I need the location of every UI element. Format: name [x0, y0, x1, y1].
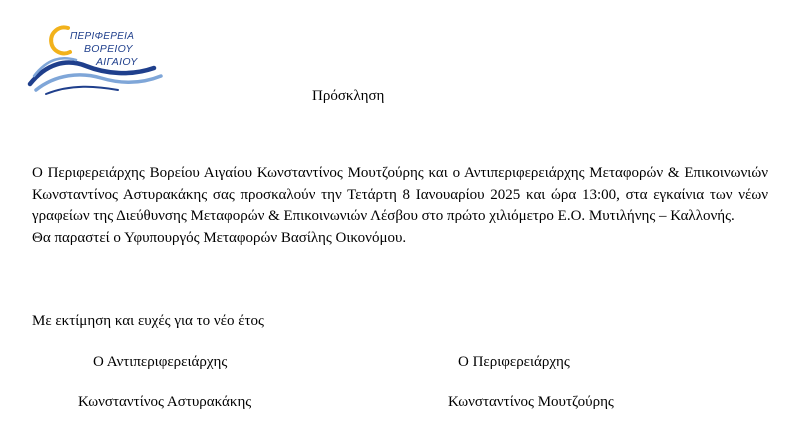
signature-right-name: Κωνσταντίνος Μουτζούρης	[448, 394, 614, 410]
region-logo	[26, 18, 176, 96]
signature-left-name: Κωνσταντίνος Αστυρακάκης	[78, 394, 252, 410]
invitation-paragraph: Ο Περιφερειάρχης Βορείου Αιγαίου Κωνσταντίνος Μουτζούρης και ο Αντιπεριφερειάρχης Μεταφορών & Επικοινωνιών Κωνσταντίνος Αστυρακάκης σας προσκαλούν την Τετάρτη 8 Ιανουαρίου 2025 και ώρα 13:00, στα εγκαίνια των νέων γραφείων της Διεύθυνσης Μεταφορών & Επικοινωνιών Λέσβου στο πρώτο χιλιόμετρο Ε.Ο. Μυτιλήνης – Καλλονής.	[32, 165, 768, 224]
invitation-body	[32, 163, 768, 249]
logo-text-line-2: ΒΟΡΕΙΟΥ	[84, 43, 133, 55]
minister-attendance-line: Θα παραστεί ο Υφυπουργός Μεταφορών Βασίλης Οικονόμου.	[32, 229, 407, 246]
signature-right-role: Ο Περιφερειάρχης	[458, 354, 570, 370]
closing-wishes: Με εκτίμηση και ευχές για το νέο έτος	[32, 313, 264, 329]
logo-text-line-3: ΑΙΓΑΙΟΥ	[96, 56, 138, 68]
signature-left-role: Ο Αντιπεριφερειάρχης	[93, 354, 228, 370]
document-title: Πρόσκληση	[312, 88, 385, 104]
logo-text-line-1: ΠΕΡΙΦΕΡΕΙΑ	[70, 31, 135, 42]
